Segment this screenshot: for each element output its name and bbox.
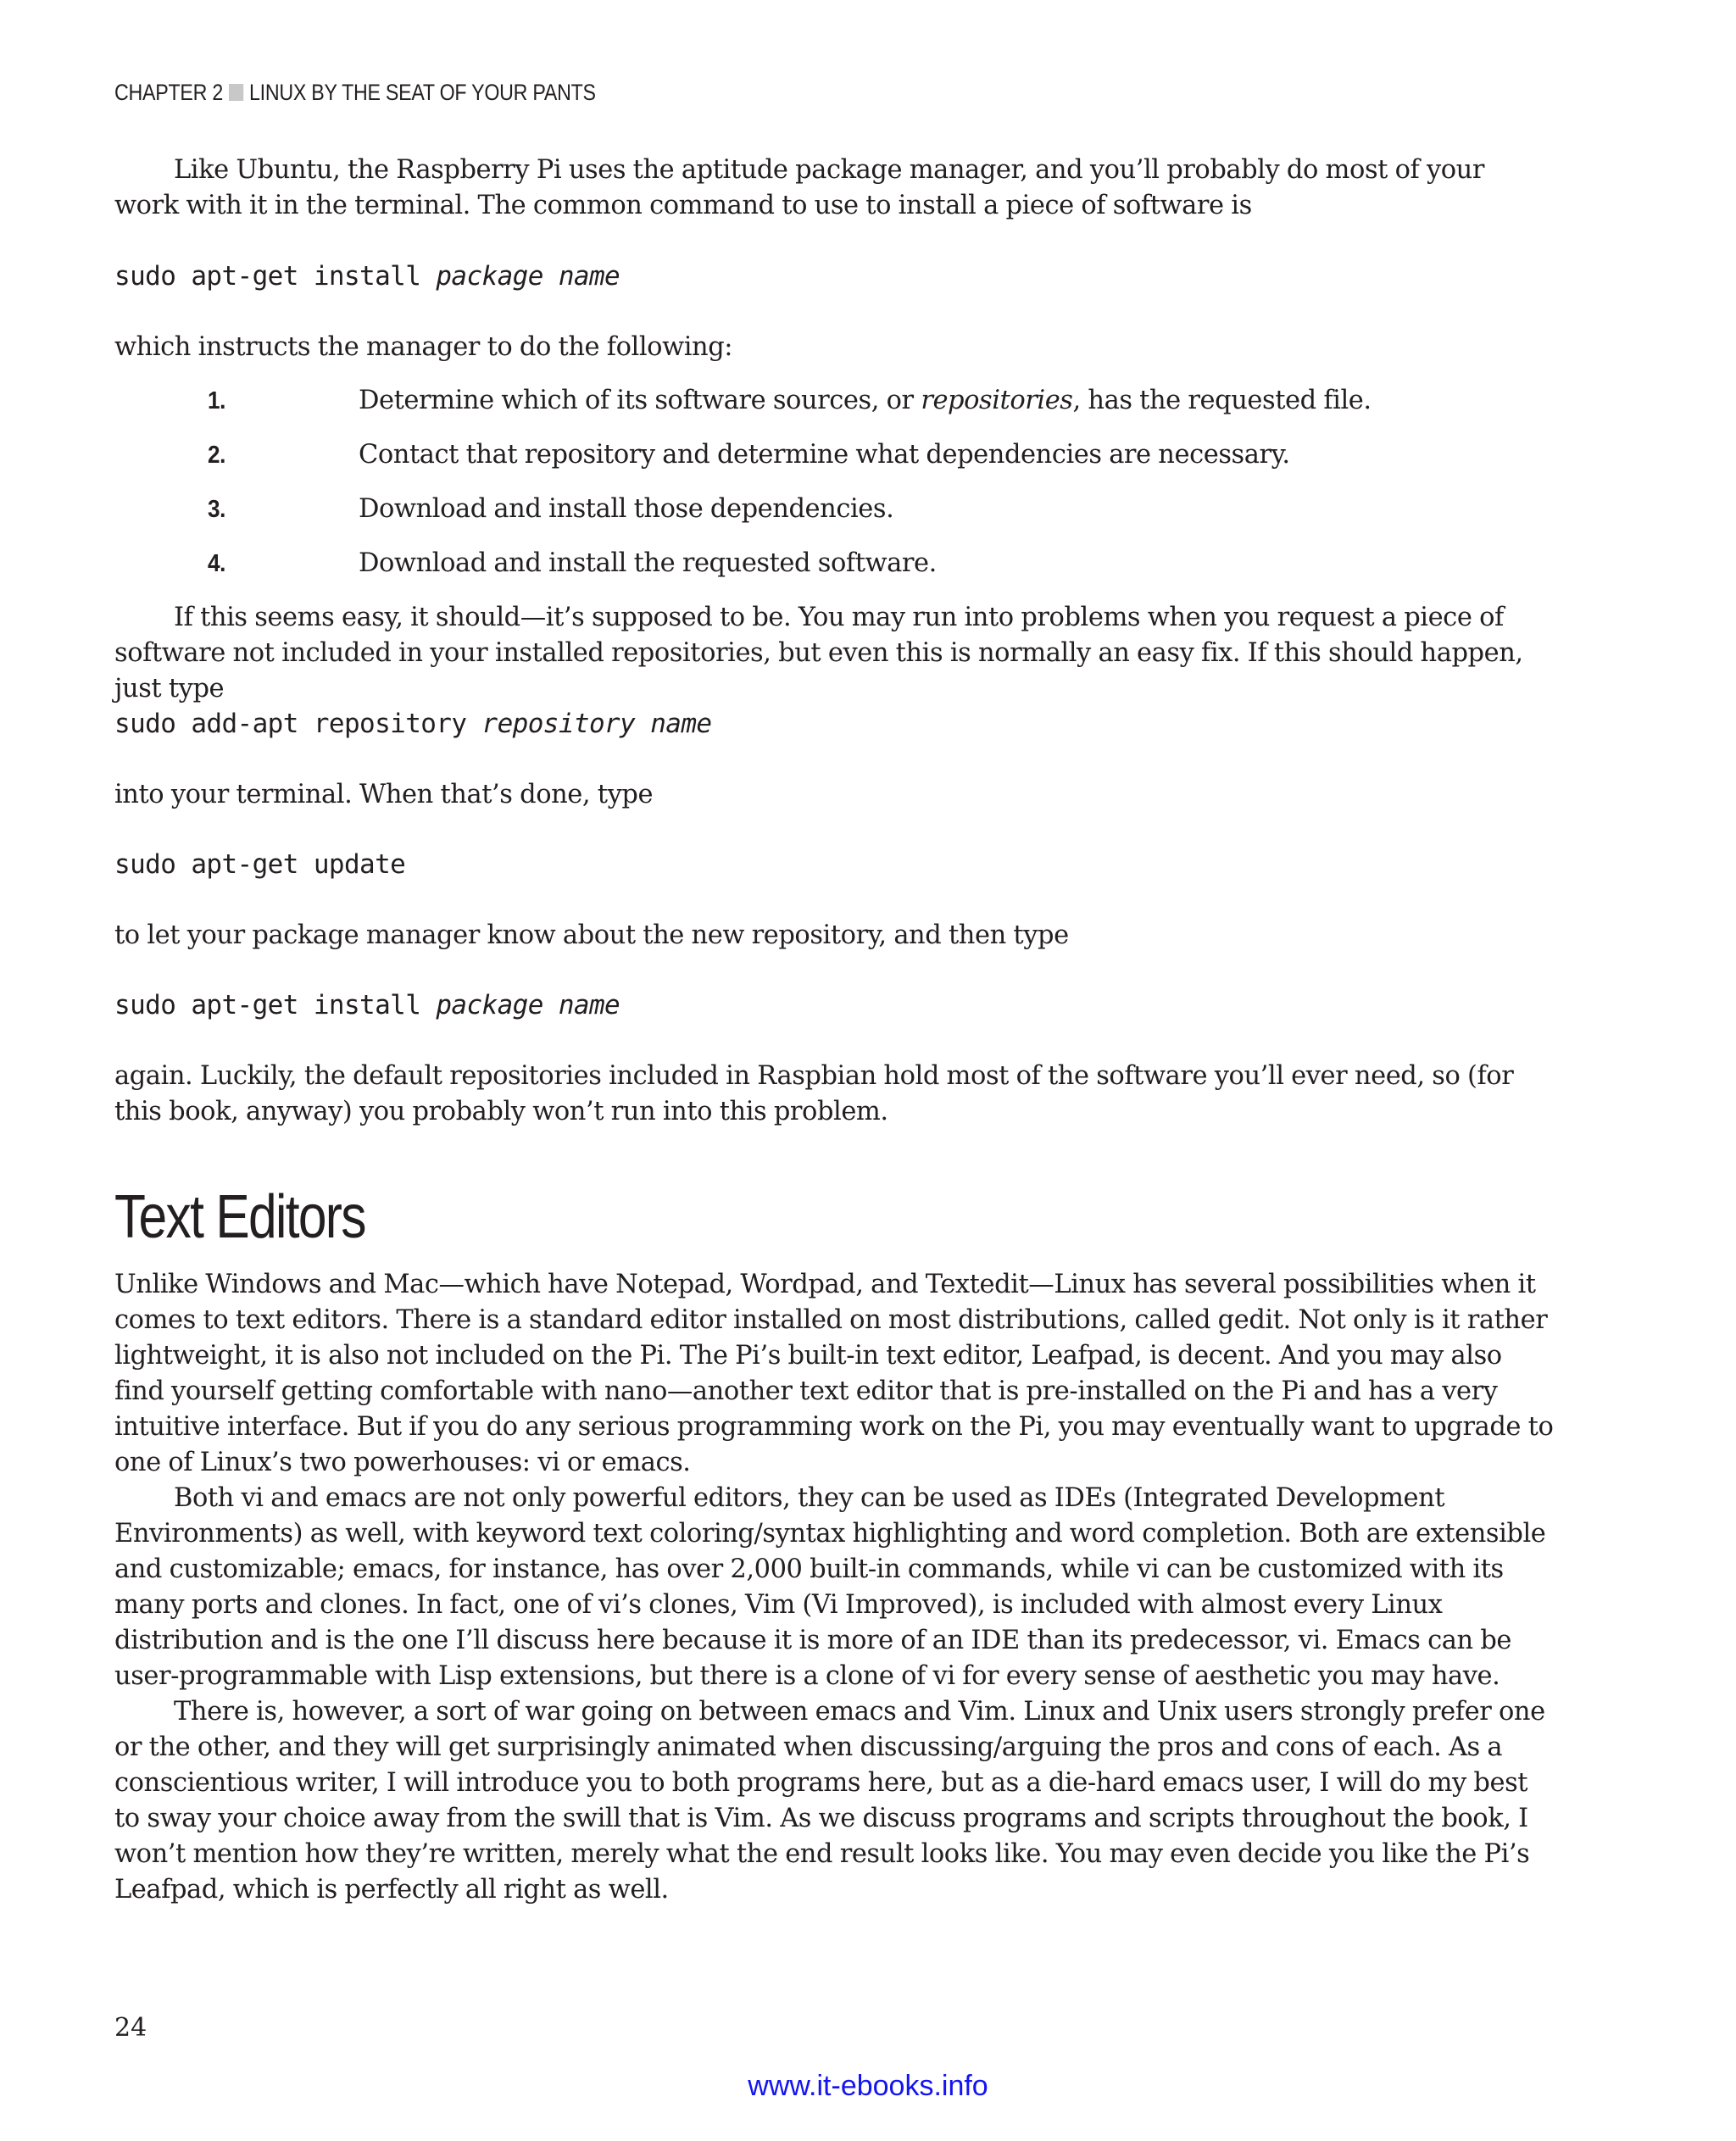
step-text: Determine which of its software sources, or repositories, has the requested file. [359, 386, 1372, 415]
again-paragraph: again. Luckily, the default repositories included in Raspbian hold most of the software you’ll ever need, so (for this book, anyway) you probably won’t run into this problem. [114, 1061, 1514, 1126]
code-text: sudo apt-get install [114, 261, 437, 292]
editors-paragraph-2: Both vi and emacs are not only powerful editors, they can be used as IDEs (Integrated Development Environments) as well, with keyword text coloring/syntax highlighting and word completion. Both are extensible and customizable; emacs, for instance, has over 2,000 built-in commands, while vi can be customized with its many ports and clones. In fact, one of vi’s clones, Vim (Vi Improved), is included with almost every Linux distribution and is the one I’ll discuss here because it is more of an IDE than its predecessor, vi. Emacs can be user-programmable with Lisp extensions, but there is a clone of vi for every sense of aesthetic you may have. [114, 1483, 1546, 1691]
step-number: 4. [208, 550, 225, 577]
footer-link[interactable]: www.it-ebooks.info [748, 2070, 988, 2102]
running-head-separator [229, 84, 243, 101]
code-argument: package name [436, 990, 620, 1020]
code-install-again-command [114, 988, 620, 1022]
step-text: Download and install the requested software. [359, 548, 937, 578]
step-number: 2. [208, 442, 225, 469]
step-number: 3. [208, 496, 225, 523]
page-number: 24 [114, 2013, 147, 2043]
step-text: Contact that repository and determine what dependencies are necessary. [359, 440, 1290, 470]
step-emphasis: repositories [921, 386, 1073, 415]
list-item [208, 437, 1530, 492]
code-add-repo-command [114, 707, 712, 741]
easy-fix-paragraph: If this seems easy, it should—it’s supposed to be. You may run into problems when you request a piece of software not included in your installed repositories, but even this is normally an easy fix. If this should happen, just type [114, 603, 1523, 703]
code-update-command [114, 848, 405, 881]
list-item [208, 492, 1530, 546]
code-argument: repository name [481, 709, 712, 739]
code-install-command [114, 259, 620, 293]
terminal-line: into your terminal. When that’s done, type [114, 780, 654, 809]
step-text: Download and install those dependencies. [359, 494, 894, 524]
numbered-steps [208, 383, 1530, 600]
code-text: sudo add-apt repository [114, 709, 482, 739]
code-text: sudo apt-get install [114, 990, 437, 1020]
section-heading: Text Editors [114, 1183, 365, 1251]
let-line: to let your package manager know about the new repository, and then type [114, 920, 1069, 950]
editors-paragraph-1: Unlike Windows and Mac—which have Notepad, Wordpad, and Textedit—Linux has several possibilities when it comes to text editors. There is a standard editor installed on most distributions, called gedit. Not only is it rather lightweight, it is also not included on the Pi. The Pi’s built-in text editor, Leafpad, is decent. And you may also find yourself getting comfortable with nano—another text editor that is pre-installed on the Pi and has a very intuitive interface. But if you do any serious programming work on the Pi, you may eventually want to upgrade to one of Linux’s two powerhouses: vi or emacs. [114, 1270, 1554, 1477]
running-head [114, 80, 596, 106]
step-number: 1. [208, 387, 225, 414]
code-text: sudo apt-get update [114, 849, 406, 880]
list-item [208, 546, 1530, 600]
editors-paragraph-3: There is, however, a sort of war going on between emacs and Vim. Linux and Unix users strongly prefer one or the other, and they will get surprisingly animated when discussing/arguing the pros and cons of each. As a conscientious writer, I will introduce you to both programs here, but as a die-hard emacs user, I will do my best to sway your choice away from the swill that is Vim. As we discuss programs and scripts throughout the book, I won’t mention how they’re written, merely what the end result looks like. You may even decide you like the Pi’s Leafpad, which is perfectly all right as well. [114, 1697, 1545, 1905]
chapter-title: LINUX BY THE SEAT OF YOUR PANTS [248, 80, 596, 105]
intro-paragraph: Like Ubuntu, the Raspberry Pi uses the aptitude package manager, and you’ll probably do most of your work with it in the terminal. The common command to use to install a piece of software is [114, 155, 1485, 220]
which-line: which instructs the manager to do the following: [114, 332, 733, 362]
code-argument: package name [436, 261, 620, 292]
list-item [208, 383, 1530, 437]
chapter-label: CHAPTER 2 [114, 80, 224, 105]
